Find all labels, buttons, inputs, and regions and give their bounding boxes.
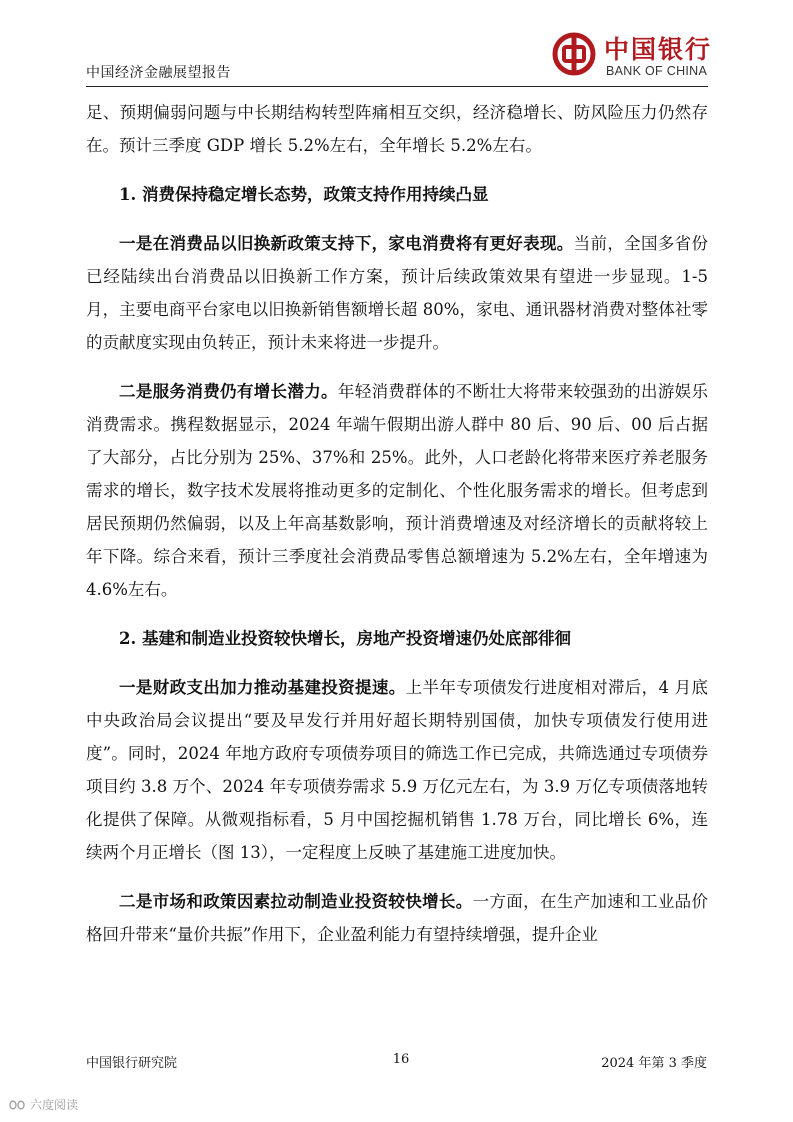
paragraph-text: 年轻消费群体的不断壮大将带来较强劲的出游娱乐消费需求。携程数据显示，2024 年端午假期出游人群中 80 后、90 后、00 后占据了大部分，占比分别为 25%、37%和 25%。此外，人口老龄化将带来医疗养老服务需求的增长，数字技术发展将推动更多的定制化、个性化服务需求的增长。但考虑到居民预期仍然偏弱，以及上年高基数影响，预计消费增速及对经济增长的贡献将较上年下降。综合来看，预计三季度社会消费品零售总额增速为 5.2%左右，全年增速为 4.6%左右。 — [86, 382, 709, 599]
watermark — [8, 1096, 78, 1113]
section-heading-consumption: 1. 消费保持稳定增长态势，政策支持作用持续凸显 — [119, 185, 489, 204]
paragraph-text: 一方面，在生产加速和工业品价格回升带来“量价共振”作用下，企业盈利能力有望持续增强，提升企业 — [86, 892, 709, 944]
report-title: 中国经济金融展望报告 — [86, 65, 231, 81]
bank-of-china-emblem-icon — [552, 32, 596, 76]
watermark-text: 六度阅读 — [30, 1098, 79, 1112]
paragraph-services — [86, 375, 708, 606]
section-heading-investment: 2. 基建和制造业投资较快增长，房地产投资增速仍处底部徘徊 — [119, 629, 571, 648]
report-body — [86, 96, 708, 951]
header-divider — [86, 86, 708, 87]
page-number: 16 — [392, 1052, 410, 1067]
paragraph-lead: 二是市场和政策因素拉动制造业投资较快增长。 — [119, 892, 473, 911]
watermark-logo-icon — [8, 1098, 26, 1112]
paragraph-appliance — [86, 227, 708, 359]
paragraph-intro: 足、预期偏弱问题与中长期结构转型阵痛相互交织，经济稳增长、防风险压力仍然存在。预计三季度 GDP 增长 5.2%左右，全年增长 5.2%左右。 — [86, 103, 708, 155]
paragraph-lead: 一是在消费品以旧换新政策支持下，家电消费将有更好表现。 — [119, 234, 574, 253]
paragraph-infrastructure — [86, 671, 708, 869]
logo-chinese-name: 中国银行 — [604, 35, 713, 64]
logo-english-name: BANK OF CHINA — [606, 64, 708, 78]
footer-period: 2024 年第 3 季度 — [601, 1056, 707, 1071]
footer-organization: 中国银行研究院 — [86, 1056, 178, 1071]
bank-logo — [552, 30, 712, 82]
paragraph-lead: 一是财政支出加力推动基建投资提速。 — [119, 678, 406, 697]
paragraph-text: 当前，全国多省份已经陆续出台消费品以旧换新工作方案，预计后续政策效果有望进一步显现。1-5 月，主要电商平台家电以旧换新销售额增长超 80%，家电、通讯器材消费对整体社零的贡献度实现由负转正，预计未来将进一步提升。 — [86, 234, 709, 352]
paragraph-manufacturing — [86, 885, 708, 951]
paragraph-lead: 二是服务消费仍有增长潜力。 — [119, 382, 338, 401]
paragraph-text: 上半年专项债发行进度相对滞后，4 月底中央政治局会议提出“要及早发行并用好超长期特别国债，加快专项债发行使用进度”。同时，2024 年地方政府专项债券项目的筛选工作已完成，共筛选通过专项债券项目约 3.8 万个、2024 年专项债券需求 5.9 万亿元左右，为 3.9 万亿专项债落地转化提供了保障。从微观指标看，5 月中国挖掘机销售 1.78 万台，同比增长 6%，连续两个月正增长（图 13），一定程度上反映了基建施工进度加快。 — [86, 678, 708, 862]
